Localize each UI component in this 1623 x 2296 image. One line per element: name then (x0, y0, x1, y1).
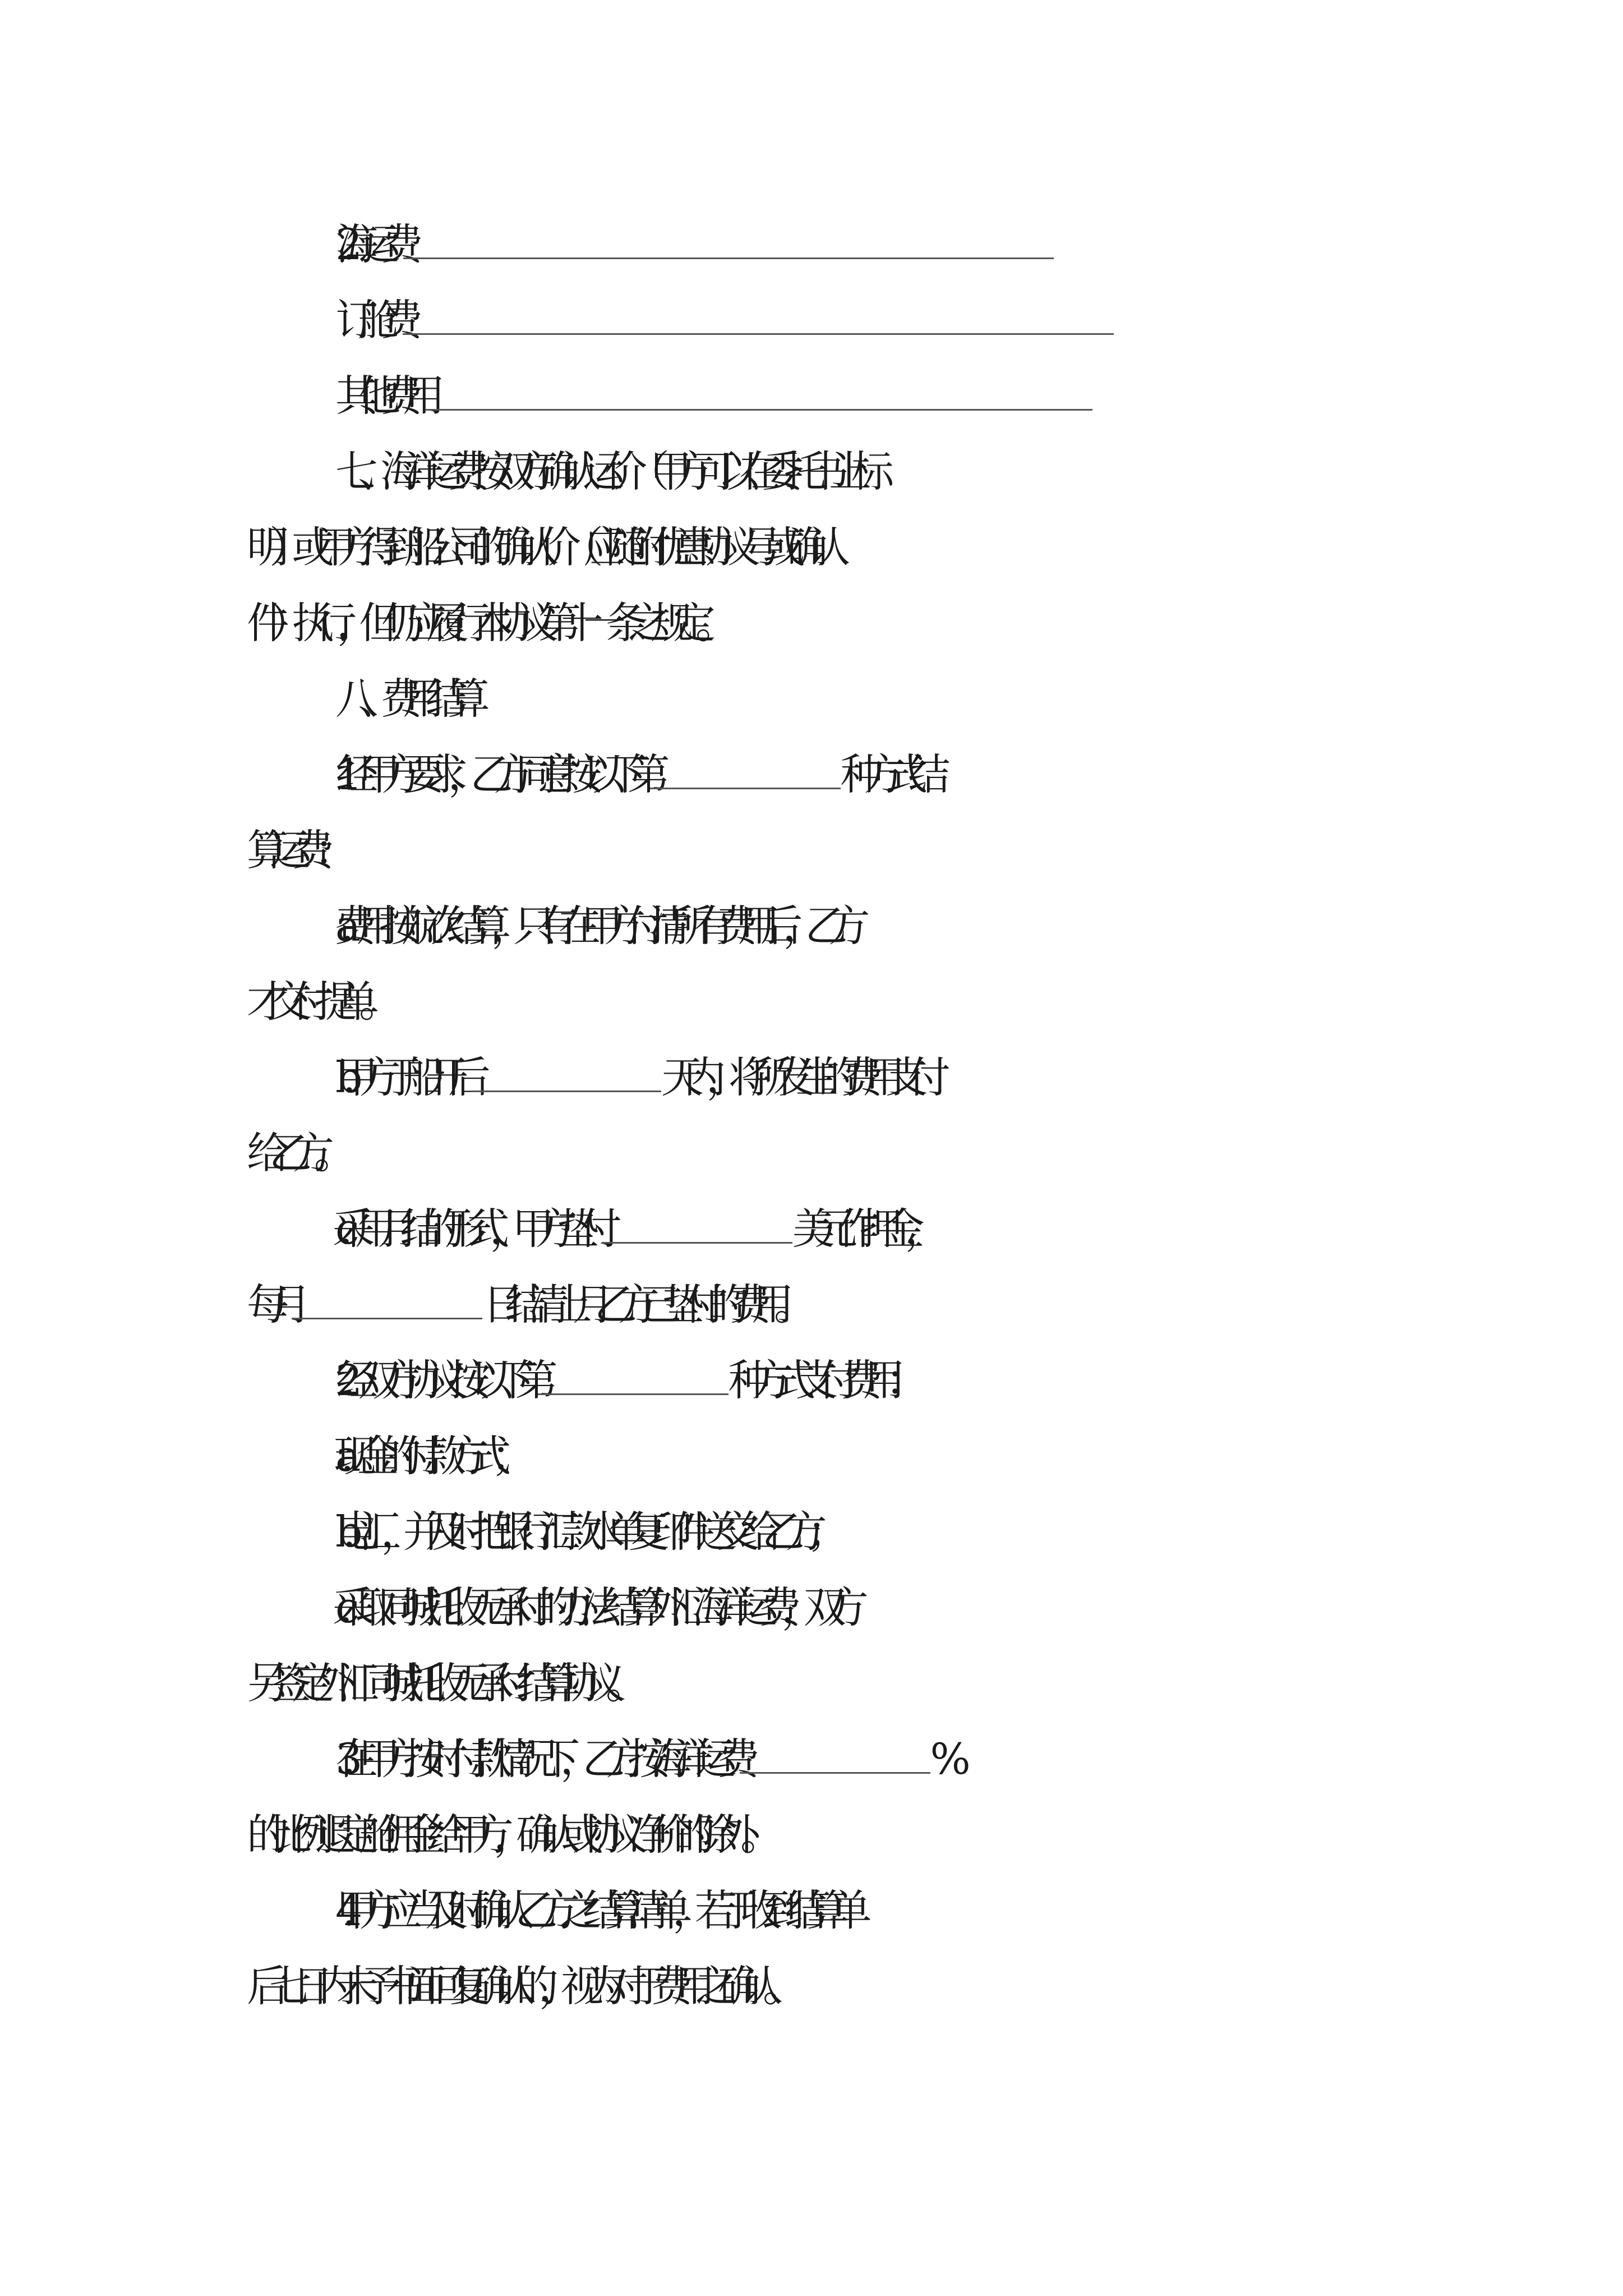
clause-7-text-2: 明）或甲方得到船公司的确认价（应随附优惠协议号或确认 (247, 522, 830, 572)
payment-method-blank[interactable] (538, 1354, 728, 1395)
ocean-freight-blank[interactable] (403, 218, 1054, 259)
option-a-line-2 (0, 964, 1623, 1040)
option-a-text-1: a.费用按航次结算，只有在甲方付清所有费用后，乙方 (335, 901, 850, 951)
item-booking-fee (0, 282, 1623, 358)
option-c-line-2 (0, 1267, 1623, 1343)
payment-option-c-text-1: c.采取同城托收无承付的办法结算外汇海洋运费，双方 (335, 1582, 849, 1632)
payment-option-a-text: a.现金的付款方式； (335, 1431, 514, 1481)
option-c-text-b: 美元作押金， (792, 1204, 927, 1254)
clause-7-line-1 (0, 434, 1623, 510)
option-c-text-a: c.采用月结的形式，甲方垫付 (335, 1204, 602, 1254)
option-c-text-d: 日结清上月乙方已垫付的费用。 (482, 1280, 796, 1329)
clause-7-text-1: 七、海洋运费按双方确认运价（甲方可以在委托书上标 (335, 447, 874, 496)
option-c-line-1 (0, 1191, 1623, 1267)
settlement-method-text-a: 1.经甲方要求，乙方同意按以下第 (335, 749, 650, 799)
option-b-line-2 (0, 1115, 1623, 1191)
booking-fee-blank[interactable] (403, 294, 1114, 335)
settlement-method-line-2 (0, 812, 1623, 889)
option-a-line-1 (0, 888, 1623, 964)
payment-option-b-text: b.电汇，并及时把银行汇款水单复印件送交给乙方； (335, 1507, 829, 1557)
clause-7-text-3: 件）执行，但仍应履行本协议第十一条之规定。 (247, 598, 718, 648)
item-other-fees-label: 其他费用 (335, 371, 425, 421)
option-b-text-c: 给乙方。 (247, 1128, 336, 1178)
clause-7-line-3 (0, 585, 1623, 661)
payment-option-a (0, 1418, 1623, 1494)
commission-line-1 (0, 1721, 1623, 1797)
settlement-method-text-c: 算运费： (247, 825, 336, 875)
clause-7-line-2 (0, 509, 1623, 586)
settlement-method-blank[interactable] (650, 748, 841, 789)
statement-confirm-line-2 (0, 1948, 1623, 2024)
payment-method-line (0, 1342, 1623, 1419)
item-ocean-freight (0, 206, 1623, 283)
statement-confirm-text-1: 4.甲方应当及时确认乙方之结算清单，若于收到结算单 (335, 1885, 852, 1935)
section-8-heading (0, 661, 1623, 737)
option-a-text-2: 才交付提单。 (247, 977, 381, 1027)
option-c-text-c: 每月 (247, 1280, 292, 1329)
item-ocean-freight-label: 2.海运费 (335, 219, 403, 269)
statement-confirm-line-1 (0, 1872, 1623, 1949)
commission-line-2 (0, 1797, 1623, 1873)
payment-option-c-line-1 (0, 1570, 1623, 1646)
commission-percent-blank[interactable] (740, 1733, 930, 1774)
monthly-day-blank[interactable] (292, 1278, 482, 1319)
payment-option-c-text-2: 另签定外汇同城托收无承付结算协议。 (247, 1658, 628, 1708)
commission-text-a: 3.在甲方按时付款情况下，乙方按海洋运费 (335, 1734, 740, 1784)
payment-option-b (0, 1494, 1623, 1570)
settlement-method-line-1 (0, 737, 1623, 813)
payment-method-text-b: 种方式支付费用： (728, 1355, 908, 1405)
payment-method-text-a: 2.经双方协议按以下第 (335, 1355, 538, 1405)
deposit-amount-blank[interactable] (602, 1203, 792, 1244)
item-booking-fee-label: 订舱费 (335, 295, 403, 345)
percent-sign: % (930, 1734, 951, 1784)
statement-confirm-text-2: 后七日内未予书面回复确认的，视为对于费用之确认。 (247, 1961, 785, 2011)
section-8-heading-text: 八、费用结算 (335, 674, 470, 724)
settlement-method-text-b: 种方式结 (840, 749, 930, 799)
option-b-line-1 (0, 1039, 1623, 1116)
option-b-text-a: b.甲方于船开后 (335, 1052, 471, 1102)
days-after-sailing-blank[interactable] (471, 1051, 661, 1092)
item-other-fees (0, 358, 1623, 434)
commission-text-b: 的比例退定舱佣金给甲方，确认或协议净价的除外。 (247, 1810, 763, 1860)
option-b-text-b: 天内，将所发生的费用支付 (661, 1052, 930, 1102)
other-fees-blank[interactable] (425, 370, 1092, 411)
payment-option-c-line-2 (0, 1645, 1623, 1722)
